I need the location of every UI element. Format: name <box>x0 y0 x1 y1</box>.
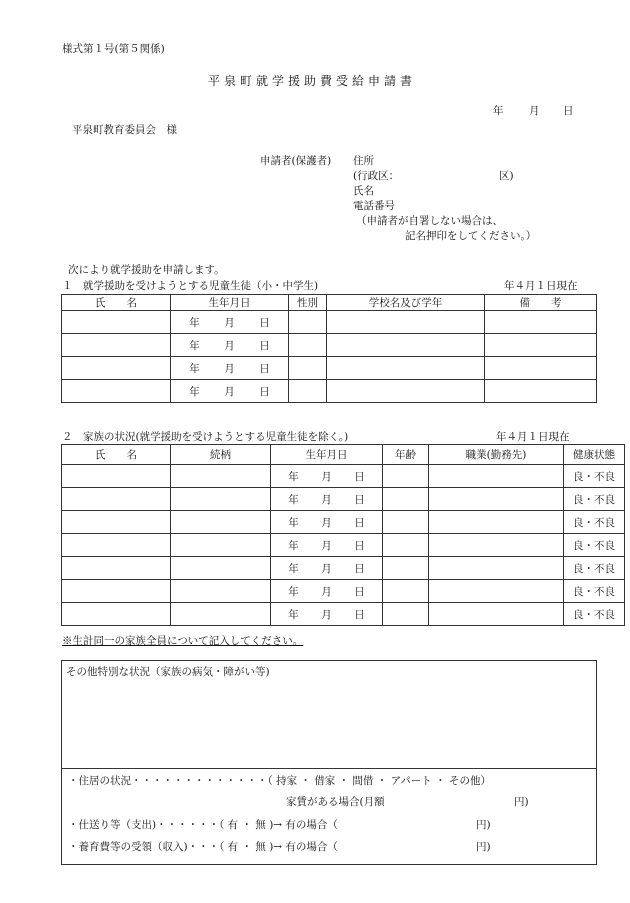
table-row <box>62 580 625 603</box>
occupation-cell[interactable] <box>429 488 564 511</box>
birthdate-cell[interactable] <box>171 334 289 357</box>
table-row <box>62 511 625 534</box>
applicant-note-2: 記名押印をしてください。） <box>405 230 537 242</box>
birthdate-cell[interactable] <box>271 511 383 534</box>
day-label: 日 <box>354 470 365 483</box>
other-situation-box <box>61 660 597 865</box>
year-label: 年 <box>189 385 200 398</box>
table-row <box>62 557 625 580</box>
birthdate-cell[interactable] <box>171 357 289 380</box>
month-label: 月 <box>321 516 332 529</box>
occupation-cell[interactable] <box>429 580 564 603</box>
gender-cell[interactable] <box>289 334 327 357</box>
day-label: 日 <box>354 608 365 621</box>
occupation-cell[interactable] <box>429 511 564 534</box>
name-cell[interactable] <box>62 534 171 557</box>
table-row <box>62 311 597 334</box>
family-table <box>61 444 625 626</box>
section1-title: １ 就学援助を受けようとする児童生徒（小・中学生) <box>62 280 319 292</box>
applicant-note-1: （申請者が自署しない場合は、 <box>356 215 503 227</box>
col-remarks: 備 考 <box>485 295 597 311</box>
birthdate-cell[interactable] <box>171 311 289 334</box>
year-label: 年 <box>189 316 200 329</box>
table-row <box>62 357 597 380</box>
col-name: 氏 名 <box>62 295 171 311</box>
year-label: 年 <box>189 362 200 375</box>
health-cell[interactable]: 良・不良 <box>564 465 625 488</box>
month-label: 月 <box>321 585 332 598</box>
date-year: 年 <box>493 105 504 117</box>
col-name: 氏 名 <box>62 445 171 465</box>
col-gender: 性別 <box>289 295 327 311</box>
applicant-district-end: 区) <box>499 170 514 182</box>
relation-cell[interactable] <box>171 603 271 626</box>
occupation-cell[interactable] <box>429 534 564 557</box>
birthdate-cell[interactable] <box>271 488 383 511</box>
day-label: 日 <box>354 539 365 552</box>
date-day: 日 <box>563 105 574 117</box>
gender-cell[interactable] <box>289 380 327 403</box>
month-label: 月 <box>224 385 235 398</box>
page-title: 平泉町就学援助費受給申請書 <box>208 74 417 88</box>
day-label: 日 <box>259 316 270 329</box>
year-label: 年 <box>288 562 299 575</box>
month-label: 月 <box>321 562 332 575</box>
year-label: 年 <box>288 470 299 483</box>
section2-as-of: 年４月１日現在 <box>496 431 570 443</box>
year-label: 年 <box>288 585 299 598</box>
health-cell[interactable]: 良・不良 <box>564 511 625 534</box>
day-label: 日 <box>259 362 270 375</box>
day-label: 日 <box>259 339 270 352</box>
special-situation-label: その他特別な状況（家族の病気・障がい等) <box>66 666 270 678</box>
school-grade-cell[interactable] <box>327 334 485 357</box>
birthdate-cell[interactable] <box>271 465 383 488</box>
intro-text: 次により就学援助を申請します。 <box>68 264 225 276</box>
col-health: 健康状態 <box>564 445 625 465</box>
family-note: ※生計同一の家族全員について記入してください。 <box>62 635 304 647</box>
col-birthdate: 生年月日 <box>271 445 383 465</box>
age-cell[interactable] <box>383 511 429 534</box>
remittance-unit: 円) <box>476 819 491 831</box>
day-label: 日 <box>354 493 365 506</box>
school-grade-cell[interactable] <box>327 311 485 334</box>
name-cell[interactable] <box>62 311 171 334</box>
remittance: ・仕送り等（支出)・・・・・・（ 有 ・ 無 )→ 有の場合（ <box>68 819 338 831</box>
day-label: 日 <box>354 516 365 529</box>
family-table-header <box>62 445 625 465</box>
birthdate-cell[interactable] <box>271 557 383 580</box>
birthdate-cell[interactable] <box>271 534 383 557</box>
col-school-grade: 学校名及び学年 <box>327 295 485 311</box>
col-occupation: 職業(勤務先) <box>429 445 564 465</box>
age-cell[interactable] <box>383 534 429 557</box>
health-cell[interactable]: 良・不良 <box>564 603 625 626</box>
school-grade-cell[interactable] <box>327 357 485 380</box>
rent-label: 家賃がある場合(月額 <box>286 796 385 808</box>
month-label: 月 <box>321 539 332 552</box>
birthdate-cell[interactable] <box>271 603 383 626</box>
health-cell[interactable]: 良・不良 <box>564 488 625 511</box>
birthdate-cell[interactable] <box>171 380 289 403</box>
col-birthdate: 生年月日 <box>171 295 289 311</box>
day-label: 日 <box>259 385 270 398</box>
table-row <box>62 534 625 557</box>
name-cell[interactable] <box>62 557 171 580</box>
month-label: 月 <box>321 493 332 506</box>
relation-cell[interactable] <box>171 580 271 603</box>
relation-cell[interactable] <box>171 488 271 511</box>
gender-cell[interactable] <box>289 311 327 334</box>
name-cell[interactable] <box>62 465 171 488</box>
housing-status: ・住居の状況・・・・・・・・・・・・・（ 持家 ・ 借家 ・ 間借 ・ アパート ・ その他） <box>68 775 491 787</box>
applicant-district-label: (行政区： <box>353 170 400 182</box>
table-row <box>62 334 597 357</box>
applicant-name-label: 氏名 <box>353 185 374 197</box>
table-row <box>62 465 625 488</box>
name-cell[interactable] <box>62 511 171 534</box>
year-label: 年 <box>288 493 299 506</box>
applicant-label: 申請者(保護者) <box>260 155 332 167</box>
age-cell[interactable] <box>383 488 429 511</box>
month-label: 月 <box>321 470 332 483</box>
date-month: 月 <box>529 105 540 117</box>
month-label: 月 <box>224 316 235 329</box>
divider <box>62 768 596 769</box>
table-row <box>62 603 625 626</box>
students-table <box>61 294 597 403</box>
name-cell[interactable] <box>62 603 171 626</box>
relation-cell[interactable] <box>171 465 271 488</box>
form-number: 様式第１号(第５関係) <box>62 43 165 55</box>
year-label: 年 <box>288 516 299 529</box>
occupation-cell[interactable] <box>429 465 564 488</box>
table-row <box>62 488 625 511</box>
col-relation: 続柄 <box>171 445 271 465</box>
rent-unit: 円) <box>514 796 529 808</box>
remarks-cell[interactable] <box>485 334 597 357</box>
remarks-cell[interactable] <box>485 380 597 403</box>
col-age: 年齢 <box>383 445 429 465</box>
remarks-cell[interactable] <box>485 357 597 380</box>
year-label: 年 <box>288 539 299 552</box>
month-label: 月 <box>321 608 332 621</box>
birthdate-cell[interactable] <box>271 580 383 603</box>
health-cell[interactable]: 良・不良 <box>564 534 625 557</box>
remarks-cell[interactable] <box>485 311 597 334</box>
name-cell[interactable] <box>62 380 171 403</box>
occupation-cell[interactable] <box>429 603 564 626</box>
name-cell[interactable] <box>62 580 171 603</box>
month-label: 月 <box>224 362 235 375</box>
section2-title: ２ 家族の状況(就学援助を受けようとする児童生徒を除く。) <box>62 431 349 443</box>
occupation-cell[interactable] <box>429 557 564 580</box>
school-grade-cell[interactable] <box>327 380 485 403</box>
year-label: 年 <box>189 339 200 352</box>
relation-cell[interactable] <box>171 534 271 557</box>
name-cell[interactable] <box>62 488 171 511</box>
name-cell[interactable] <box>62 357 171 380</box>
year-label: 年 <box>288 608 299 621</box>
day-label: 日 <box>354 562 365 575</box>
relation-cell[interactable] <box>171 511 271 534</box>
day-label: 日 <box>354 585 365 598</box>
age-cell[interactable] <box>383 465 429 488</box>
age-cell[interactable] <box>383 580 429 603</box>
students-table-header <box>62 295 597 311</box>
relation-cell[interactable] <box>171 557 271 580</box>
table-row <box>62 380 597 403</box>
section1-as-of: 年４月１日現在 <box>504 280 578 292</box>
addressee: 平泉町教育委員会 様 <box>72 124 177 136</box>
child-support-unit: 円) <box>476 841 491 853</box>
gender-cell[interactable] <box>289 357 327 380</box>
child-support: ・養育費等の受領（収入)・・・（ 有 ・ 無 )→ 有の場合（ <box>68 841 338 853</box>
applicant-phone-label: 電話番号 <box>353 200 395 212</box>
health-cell[interactable]: 良・不良 <box>564 557 625 580</box>
age-cell[interactable] <box>383 603 429 626</box>
health-cell[interactable]: 良・不良 <box>564 580 625 603</box>
applicant-address-label: 住所 <box>353 155 374 167</box>
name-cell[interactable] <box>62 334 171 357</box>
month-label: 月 <box>224 339 235 352</box>
age-cell[interactable] <box>383 557 429 580</box>
